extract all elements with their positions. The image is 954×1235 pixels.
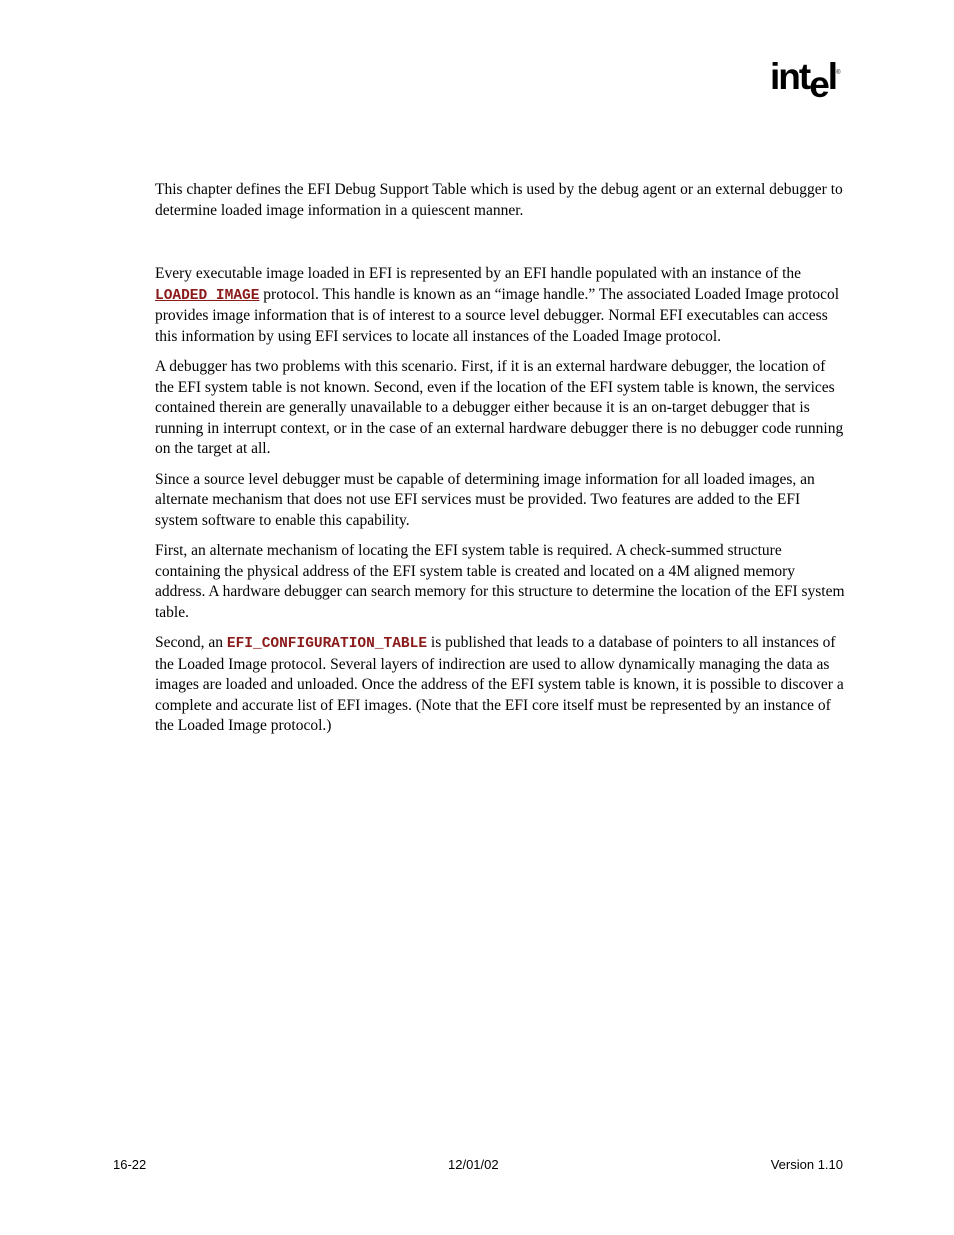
text-run: Second, an bbox=[155, 634, 227, 651]
paragraph-second-feature bbox=[155, 633, 845, 737]
paragraph-first-feature: First, an alternate mechanism of locating the EFI system table is required. A check-summed structure containing the physical address of the EFI system table is created and located on a 4M aligned memory address. A hardware debugger can search memory for this structure to determine the location of the EFI system table. bbox=[155, 542, 845, 621]
footer-date: 12/01/02 bbox=[448, 1157, 499, 1172]
logo-low: e bbox=[809, 64, 828, 105]
efi-configuration-table-code: EFI_CONFIGURATION_TABLE bbox=[226, 636, 428, 652]
logo-end: l bbox=[827, 56, 837, 97]
intro-paragraph: This chapter defines the EFI Debug Support Table which is used by the debug agent or an external debugger to determine loaded image information in a quiescent manner. bbox=[155, 181, 843, 219]
text-run: is published that leads to a database of pointers to all instances of the Loaded Image protocol. Several layers of indirection are used to allow dynamically managing the data as images are loaded and unloaded. Once the address of the EFI system table is known, it is possible to discover a complete and accurate list of EFI images. (Note that the EFI core itself must be represented by an instance of the Loaded Image protocol.) bbox=[155, 634, 844, 734]
logo-registered-mark: ® bbox=[836, 69, 841, 76]
text-run: protocol. This handle is known as an “image handle.” The associated Loaded Image protocol provides image information that is of interest to a source level debugger. Normal EFI executables can access this information by using EFI services to locate all instances of the Loaded Image protocol. bbox=[155, 285, 840, 345]
paragraph-debugger-problems: A debugger has two problems with this scenario. First, if it is an external hardware debugger, the location of the EFI system table is not known. Second, even if the location of the EFI system table is known, the services contained therein are generally unavailable to a debugger either because it is an on-target debugger that is running in interrupt context, or in the case of an external hardware debugger there is no debugger code running on the target at all. bbox=[155, 358, 844, 457]
logo-main: int bbox=[770, 56, 810, 97]
paragraph-image-handle bbox=[155, 264, 845, 347]
intel-logo bbox=[770, 56, 841, 105]
text-run: Every executable image loaded in EFI is represented by an EFI handle populated with an instance of the bbox=[155, 265, 802, 282]
loaded-image-link[interactable]: LOADED_IMAGE bbox=[155, 287, 260, 304]
paragraph-alternate-mechanism: Since a source level debugger must be capable of determining image information for all loaded images, an alternate mechanism that does not use EFI services must be provided. Two features are added to the EFI system software to enable this capability. bbox=[155, 470, 815, 529]
page-number: 16-22 bbox=[113, 1157, 147, 1172]
footer-version: Version 1.10 bbox=[770, 1157, 843, 1172]
document-body bbox=[155, 180, 845, 747]
